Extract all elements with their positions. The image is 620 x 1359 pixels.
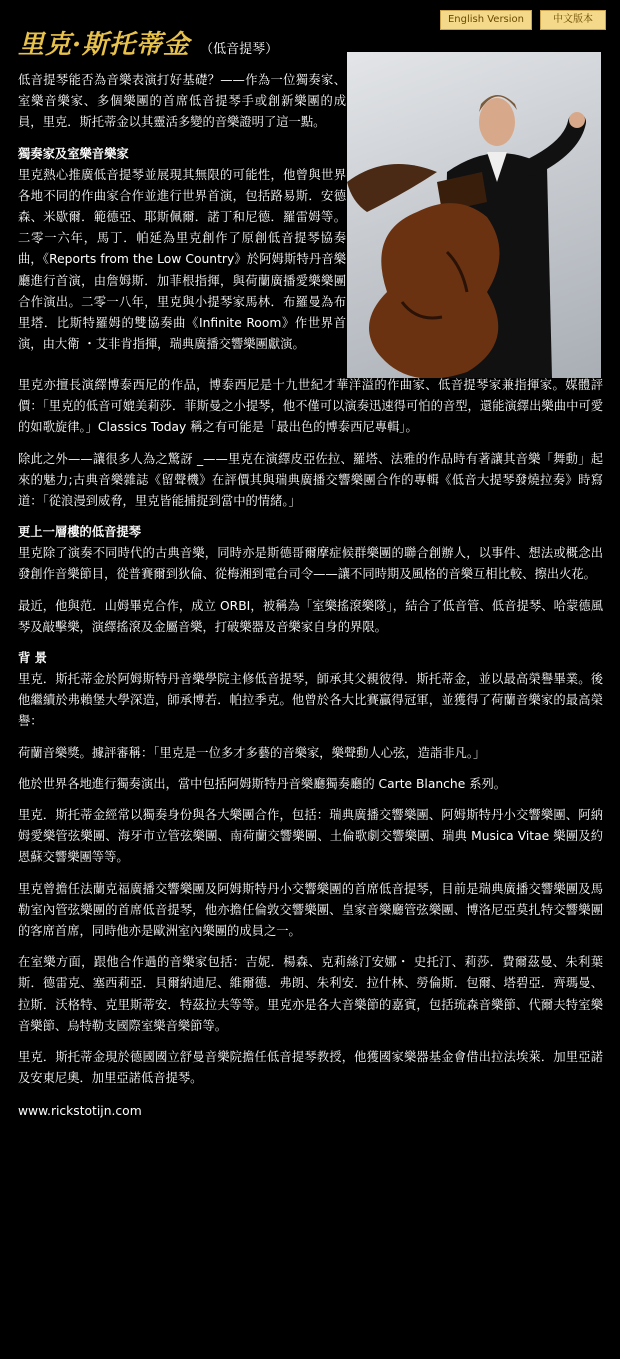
intro-paragraph: 低音提琴能否為音樂表演打好基礎？——作為一位獨奏家、室樂音樂家、多個樂團的首席低音提琴手或創新樂團的成員，里克．斯托蒂金以其靈活多變的音樂證明了這一點。 <box>18 73 346 130</box>
chinese-version-button[interactable]: 中文版本 <box>540 10 606 30</box>
more-paragraph-2: 最近，他與范．山姆畢克合作，成立 ORBI，被稱為「室樂搖滾樂隊」，結合了低音管、低音提琴、哈蒙德風琴及敲擊樂，演繹搖滾及金屬音樂，打破樂器及音樂家自身的界限。 <box>18 598 603 634</box>
more-paragraph-1: 里克除了演奏不同時代的古典音樂，同時亦是斯德哥爾摩症候群樂團的聯合創辦人，以事件、想法或概念出發創作音樂節目，從普賽爾到狄倫、從梅湘到電台司令——讓不同時期及風格的音樂互相比較、擦出火花。 <box>18 546 603 582</box>
background-paragraph-6: 在室樂方面，跟他合作過的音樂家包括：吉妮．楊森、克莉絲汀安娜・ 史托汀、莉莎．費爾茲曼、朱利葉斯．德雷克、塞西莉亞．貝爾納迪尼、維爾德．弗朗、朱利安．拉什林、勞倫斯．包爾、塔碧亞．齊瑪曼、拉斯．沃格特、克里斯蒂安．特茲拉夫等等。里克亦是各大音樂節的嘉賓，包括琉森音樂節、代爾夫特室樂音樂節、烏特勒支國際室樂音樂節等。 <box>18 955 603 1033</box>
solo-paragraph-1: 里克熱心推廣低音提琴並展現其無限的可能性，他曾與世界各地不同的作曲家合作並進行世界首演，包括路易斯．安德森、米歇爾．範德亞、耶斯佩爾．諾丁和尼德．羅雷姆等。二零一六年，馬丁．帕延為里克創作了原創低音提琴協奏曲，《Reports from the Low Country》於阿姆斯特丹音樂廳進行首演，由詹姆斯．加菲根指揮，與荷蘭廣播愛樂樂團合作演出。二零一八年，里克與小提琴家馬林．布羅曼為布里塔．比斯特羅姆的雙協奏曲《Infinite Room》作世界首演，由大衛 ・艾非肯指揮，瑞典廣播交響樂團獻演。 <box>18 167 346 352</box>
title-row <box>18 24 278 61</box>
page-title: 里克·斯托蒂金 <box>18 30 191 60</box>
background-paragraph-1: 里克．斯托蒂金於阿姆斯特丹音樂學院主修低音提琴，師承其父親彼得．斯托蒂金，並以最高榮譽畢業。後他繼續於弗賴堡大學深造，師承博若．帕拉季克。他曾於各大比賽贏得冠軍，並獲得了荷蘭音樂家的最高榮譽： <box>18 672 603 729</box>
background-heading: 背 景 <box>18 651 47 666</box>
background-paragraph-2: 荷蘭音樂獎。據評審稱：「里克是一位多才多藝的音樂家，樂聲動人心弦，造詣非凡。」 <box>18 745 486 760</box>
website-link[interactable]: www.rickstotijn.com <box>18 1104 142 1119</box>
english-version-button[interactable]: English Version <box>440 10 532 30</box>
background-paragraph-4: 里克．斯托蒂金經常以獨奏身份與各大樂團合作，包括：瑞典廣播交響樂團、阿姆斯特丹小交響樂團、阿納姆愛樂管弦樂團、海牙市立管弦樂團、南荷蘭交響樂團、土倫歌劇交響樂團、瑞典 Musica Vitae 樂團及約恩蘇交響樂團等等。 <box>18 808 603 865</box>
page-subtitle: （低音提琴） <box>200 42 279 57</box>
more-heading: 更上一層樓的低音提琴 <box>18 525 141 540</box>
background-paragraph-7: 里克．斯托蒂金現於德國國立舒曼音樂院擔任低音提琴教授，他獲國家樂器基金會借出拉法埃萊．加里亞諾及安東尼奧．加里亞諾低音提琴。 <box>18 1050 603 1086</box>
bio-content <box>18 70 603 1123</box>
solo-paragraph-2: 里克亦擅長演繹博泰西尼的作品，博泰西尼是十九世紀才華洋溢的作曲家、低音提琴家兼指揮家。媒體評價：「里克的低音可媲美莉莎．菲斯曼之小提琴，他不僅可以演奏迅速得可怕的音型，還能演繹出樂曲中可愛的如歌旋律。」Classics Today 稱之有可能是「最出色的博泰西尼專輯」。 <box>18 378 603 435</box>
background-paragraph-3: 他於世界各地進行獨奏演出，當中包括阿姆斯特丹音樂廳獨奏廳的 Carte Blanche 系列。 <box>18 776 507 791</box>
solo-heading: 獨奏家及室樂音樂家 <box>18 146 129 161</box>
photo-spacer <box>346 70 603 375</box>
solo-paragraph-3: 除此之外——讓很多人為之驚訝 _——里克在演繹皮亞佐拉、羅塔、法雅的作品時有著讓其音樂「舞動」起來的魅力;古典音樂雜誌《留聲機》在評價其與瑞典廣播交響樂團合作的專輯《低音大提琴發燒拉奏》時寫道：「從浪漫到威脅，里克皆能捕捉到當中的情緒。」 <box>18 451 603 509</box>
language-switcher <box>440 10 606 30</box>
background-paragraph-5: 里克曾擔任法蘭克福廣播交響樂團及阿姆斯特丹小交響樂團的首席低音提琴，目前是瑞典廣播交響樂團及馬勒室內管弦樂團的首席低音提琴，他亦擔任倫敦交響樂團、皇家音樂廳管弦樂團、博洛尼亞莫扎特交響樂團的客席首席，同時他亦是歐洲室內樂團的成員之一。 <box>18 881 603 939</box>
